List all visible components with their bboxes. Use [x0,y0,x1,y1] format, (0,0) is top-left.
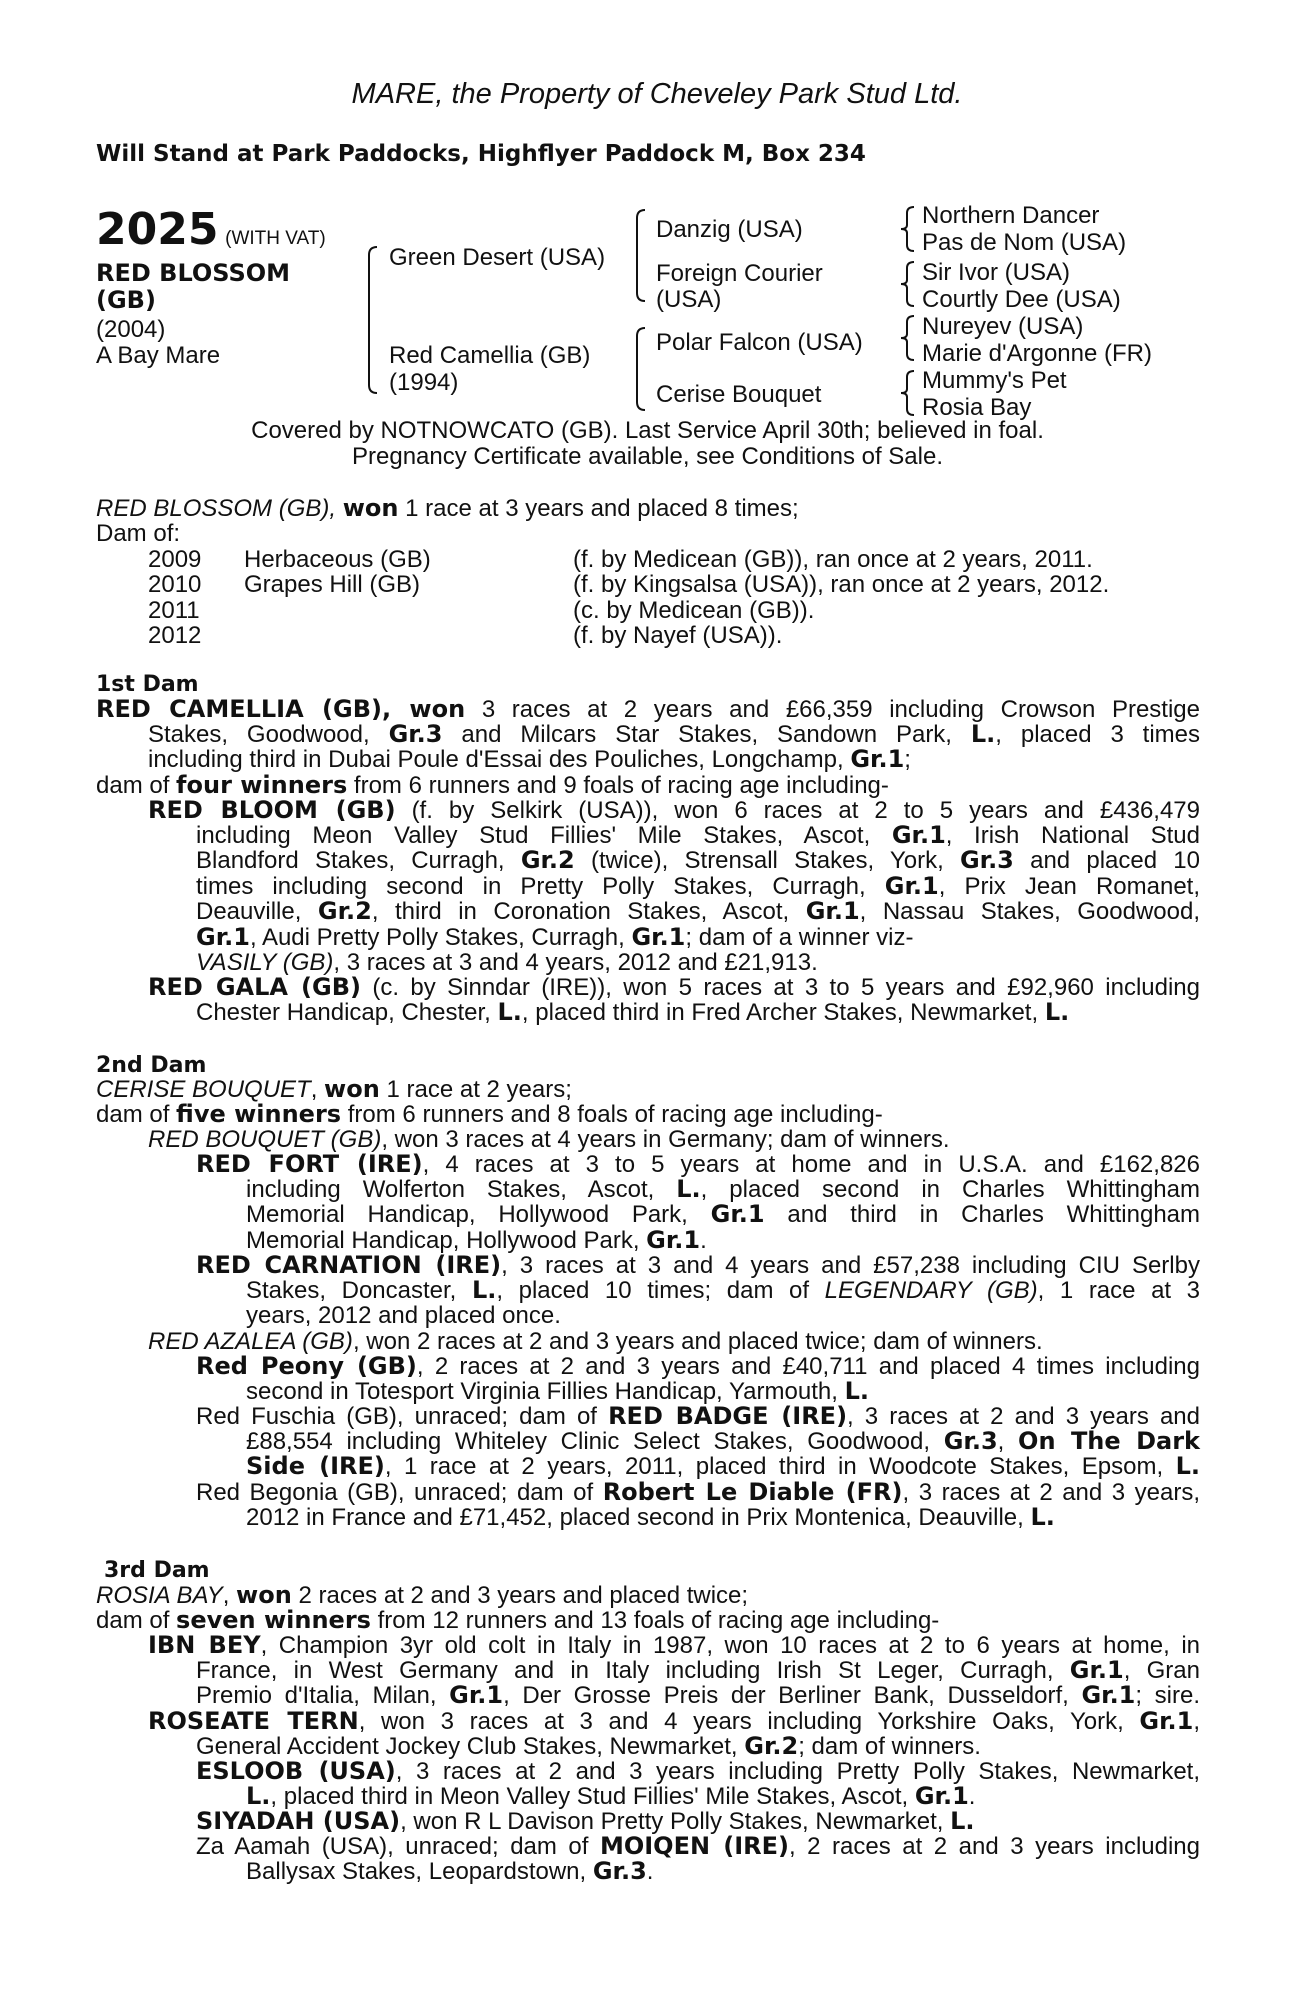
progeny-detail: (f. by Medicean (GB)), ran once at 2 years, 2011. [573,546,1093,573]
text-run: from 12 runners and 13 foals of racing age including- [377,1607,940,1634]
text-run: ; sire. [1135,1682,1201,1710]
text-run: , 2 races at 2 and 3 years including [789,1833,1201,1860]
grade-mark: Gr.1 [891,821,946,849]
red-fort-entry [196,1152,1200,1177]
text-run: Premio d'Italia, Milan, [196,1682,437,1710]
progeny-year: 2011 [148,596,200,624]
text-run: Stakes, Goodwood, [148,721,370,748]
third-dam-record: ROSIA BAY, won 2 races at 2 and 3 years and placed twice; [96,1581,749,1609]
progeny-name: Grapes Hill (GB) [244,571,421,599]
listed-mark: L. [471,1276,497,1304]
lot-vat: (WITH VAT) [225,228,326,249]
progeny-name [244,598,573,623]
bracket-3 [898,314,918,362]
text-line [196,823,1200,848]
siyadah-entry [196,1809,975,1834]
listed-mark: L. [497,998,522,1026]
red-peony-entry [196,1354,1200,1379]
pedigree-ssd: Pas de Nom (USA) [922,229,1127,256]
red-carnation-entry [196,1253,1200,1278]
grade-mark: Gr.1 [805,897,860,926]
winners-count: seven winners [176,1606,371,1634]
text-run: , won 3 races at 3 and 4 years including Yorkshire Oaks, York, [358,1708,1124,1735]
horse-name: Red Peony (GB) [196,1352,417,1380]
bracket-2 [898,260,918,308]
text-line [196,899,1200,924]
horse-name: VASILY (GB) [196,949,334,977]
first-dam-record [96,697,1200,722]
listed-mark: L. [1030,1503,1055,1531]
text-run: 3 races at 2 years and £66,359 including Crowson Prestige [481,696,1200,723]
grade-mark: Gr.3 [388,720,443,748]
winners-count: four winners [176,771,348,799]
pedigree-dam-dam: Cerise Bouquet [656,381,822,408]
text-run: dam of [96,772,170,799]
pedigree-dss: Nureyev (USA) [922,313,1084,340]
third-dam-name: ROSIA BAY [96,1582,223,1609]
text-run: Ballysax Stakes, Leopardstown, [246,1858,587,1885]
pedigree-sss: Northern Dancer [922,202,1100,229]
text-run: Red Fuschia (GB), unraced; dam of [196,1403,597,1430]
horse-name: RED CARNATION (IRE) [196,1251,502,1279]
text-run: , 1 race at 2 years, 2011, placed third in Woodcote Stakes, Epsom, [384,1453,1164,1481]
text-run: ; dam of a winner viz- [685,923,914,951]
pedigree-sire: Green Desert (USA) [389,244,606,271]
text-line: Memorial Handicap, Hollywood Park, Gr.1. [246,1225,707,1254]
text-run: including Wolferton Stakes, Ascot, [246,1176,655,1203]
lot-year-line [96,204,326,255]
text-line [148,798,1200,823]
text-run: £88,554 including Whiteley Clinic Select Stakes, Goodwood, [246,1428,930,1455]
text-run: second in Totesport Virginia Fillies Handicap, Yarmouth, [246,1378,838,1405]
pedigree-dds: Mummy's Pet [922,367,1067,394]
red-fuschia-entry [196,1404,1200,1429]
progeny-year: 2012 [148,622,202,650]
text-run: , placed 3 times [995,721,1201,748]
second-dam-title: 2nd Dam [96,1053,207,1078]
grade-mark: Gr.2 [317,897,372,926]
progeny-name [244,623,573,648]
text-run: 2012 in France and £71,452, placed second in Prix Montenica, Deauville, [246,1504,1024,1531]
grade-mark: Gr.1 [884,871,939,900]
sire-bracket [633,208,653,303]
text-run: times including second in Pretty Polly Stakes, Curragh, [196,872,866,900]
grade-mark: Gr.3 [959,846,1014,875]
text-line [246,1454,1200,1479]
text-run: from 6 runners and 8 foals of racing age including- [347,1101,883,1128]
first-dam-produce [96,773,889,798]
progeny-year: 2009 [148,546,202,573]
text-line [96,697,1200,722]
dam-of-label: Dam of: [96,520,181,547]
text-line [148,1633,1200,1658]
text-run: dam of [96,1101,170,1128]
progeny-name: Herbaceous (GB) [244,546,431,573]
grade-mark: Gr.1 [631,922,686,951]
listed-mark: L. [1175,1452,1200,1481]
horse-name: RED BADGE (IRE) [608,1402,848,1430]
red-fort-entry-cont [246,1177,1200,1253]
pedigree-sds: Sir Ivor (USA) [922,259,1071,286]
progeny-table [148,547,1109,649]
text-run: , placed second in Charles Whittingham [700,1176,1200,1203]
pedigree-table [0,0,1314,460]
text-line [196,922,1200,951]
lot-name: RED BLOSSOM [96,259,291,287]
text-run: , 2 races at 2 and 3 years and £40,711 and placed 4 times including [416,1353,1200,1380]
text-run: from 6 runners and 9 foals of racing age including- [353,772,889,799]
lot-foaled: (2004) [96,316,166,343]
text-run: France, in West Germany and in Italy including Irish St Leger, Curragh, [196,1657,1054,1684]
listed-mark: L. [676,1175,701,1203]
horse-name: Side (IRE) [246,1452,385,1481]
text-run: Deauville, [196,898,302,926]
text-run: Memorial Handicap, Hollywood Park, [246,1226,640,1254]
pedigree-dam: Red Camellia (GB) [389,342,591,369]
listed-mark: L. [1044,998,1070,1026]
first-dam-record-cont [148,722,1200,773]
text-line [196,1683,1200,1708]
red-carnation-entry-cont [246,1278,1200,1329]
text-run: , 3 races at 2 and 3 years including Pretty Polly Stakes, Newmarket, [395,1758,1201,1785]
text-run: ; dam of winners. [798,1733,981,1760]
text-line [196,1658,1200,1683]
text-line [196,871,1201,900]
progeny-row [148,572,1109,597]
text-line [148,747,1200,772]
progeny-detail: (f. by Nayef (USA)). [573,622,783,650]
pedigree-sire-dam: Foreign Courier [656,260,823,287]
text-run: and placed 10 [1030,847,1200,875]
red-peony-entry-cont [246,1379,869,1404]
text-run: , Champion 3yr old colt in Italy in 1987, won 10 races at 2 to 6 years at home, in [260,1632,1201,1659]
text-run: , 1 race at 3 [1037,1277,1201,1304]
text-run: , Gran [1123,1657,1200,1684]
text-run: , won 2 races at 2 and 3 years and placed twice; dam of winners. [352,1328,1043,1355]
red-bloom-entry-cont [196,823,1200,975]
progeny-row [148,623,1109,648]
covered-line-2: Pregnancy Certificate available, see Conditions of Sale. [352,443,943,470]
mare-record [96,496,799,521]
second-dam-name: CERISE BOUQUET [96,1076,311,1103]
progeny-year: 2010 [148,571,202,599]
text-run: ; [904,746,911,774]
horse-name: Robert Le Diable (FR) [602,1478,903,1506]
text-run: Za Aamah (USA), unraced; dam of [196,1833,589,1860]
za-aamah-entry [196,1834,1200,1859]
listed-mark: L. [246,1782,271,1810]
text-run: , third in Coronation Stakes, Ascot, [371,898,790,926]
dam-line-bracket [365,245,385,395]
roseate-tern-entry [148,1709,1200,1734]
progeny-row [148,598,1109,623]
red-gala-entry [148,975,1200,1000]
ibn-bey-entry [148,1633,1200,1658]
text-run: , 3 races at 2 and 3 years and [847,1403,1200,1430]
text-run: (f. by Selkirk (USA)), won 6 races at 2 to 5 years and £436,479 [411,797,1201,824]
text-run: including Meon Valley Stud Fillies' Mile Stakes, Ascot, [196,822,871,849]
text-run: , 3 races at 2 and 3 years, [902,1479,1200,1506]
third-dam-title: 3rd Dam [104,1558,210,1583]
text-line [148,722,1200,747]
listed-mark: L. [844,1377,869,1405]
lot-description: A Bay Mare [96,342,221,369]
text-run: , won 3 races at 4 years in Germany; dam of winners. [381,1126,950,1153]
pedigree-sire-sire: Danzig (USA) [656,216,803,243]
ibn-bey-entry-cont [196,1658,1200,1709]
horse-name: RED GALA (GB) [148,973,361,1001]
red-begonia-entry-cont [246,1505,1055,1530]
text-run: , 3 races at 3 and 4 years and £57,238 including CIU Serlby [501,1252,1200,1279]
horse-name: IBN BEY [148,1631,261,1659]
page-heading: MARE, the Property of Cheveley Park Stud Ltd. [351,78,963,110]
dam-bracket [633,326,653,412]
covered-line-1: Covered by NOTNOWCATO (GB). Last Service April 30th; believed in foal. [251,417,1044,444]
text-run: , Irish National Stud [945,822,1201,849]
text-line [246,1278,1200,1303]
second-dam-produce [96,1102,883,1127]
text-run: and third in Charles Whittingham [787,1201,1201,1229]
grade-mark: Gr.2 [520,846,575,875]
esloob-entry [196,1759,1200,1784]
red-gala-entry-cont [196,1000,1069,1025]
mare-name: RED BLOSSOM (GB), [96,495,337,522]
pedigree-ddd: Rosia Bay [922,394,1032,421]
text-run: Stakes, Doncaster, [246,1277,457,1304]
progeny-detail: (c. by Medicean (GB)). [573,596,815,624]
pedigree-dsd: Marie d'Argonne (FR) [922,340,1152,367]
text-run: dam of [96,1607,170,1634]
first-dam-title: 1st Dam [96,672,199,697]
grade-mark: Gr.1 [196,922,250,951]
text-run: , Prix Jean Romanet, [938,872,1201,900]
third-dam-produce [96,1608,939,1633]
grade-mark: Gr.3 [592,1857,647,1885]
text-run: Memorial Handicap, Hollywood Park, [246,1201,688,1229]
text-run: General Accident Jockey Club Stakes, Newmarket, [196,1733,738,1760]
text-run: (twice), Strensall Stakes, York, [590,847,944,875]
mare-record-text: 1 race at 3 years and placed 8 times; [405,495,799,522]
red-bloom-entry [148,798,1200,823]
esloob-entry-cont: L., placed third in Meon Valley Stud Fillies' Mile Stakes, Ascot, Gr.1. [246,1782,976,1810]
grade-mark: Gr.1 [646,1225,701,1254]
grade-mark: Gr.1 [1139,1707,1194,1735]
progeny-row [148,547,1109,572]
horse-name: RED BLOOM (GB) [148,796,396,824]
text-line [196,848,1200,873]
text-run: , 4 races at 3 to 5 years at home and in U.S.A. and £162,826 [422,1151,1200,1178]
text-line [196,1759,1200,1784]
text-line [196,1253,1200,1278]
pedigree-sdd: Courtly Dee (USA) [922,286,1121,313]
text-line [196,1480,1200,1505]
listed-mark: L. [950,1807,975,1835]
text-line: years, 2012 and placed once. [246,1302,561,1330]
text-line [196,1354,1200,1379]
text-run: Chester Handicap, Chester, [196,999,491,1026]
text-line [196,1404,1200,1429]
text-run: , Der Grosse Preis der Berliner Bank, Dusseldorf, [503,1682,1069,1710]
listed-mark: L. [970,720,996,748]
red-fuschia-entry-cont [246,1429,1200,1480]
horse-name: RED FORT (IRE) [196,1150,423,1178]
won-label: won [236,1581,292,1609]
za-aamah-entry-cont: Ballysax Stakes, Leopardstown, Gr.3. [246,1857,654,1885]
text-run: , placed 10 times; dam of [496,1277,810,1304]
won-label: won [342,494,399,522]
text-run: , placed third in Fred Archer Stakes, Newmarket, [521,999,1039,1026]
grade-mark: Gr.3 [943,1427,998,1455]
text-run: , Nassau Stakes, Goodwood, [859,898,1201,926]
horse-name: RED BOUQUET (GB) [148,1126,382,1153]
second-dam-record: CERISE BOUQUET, won 1 race at 2 years; [96,1075,572,1103]
text-run: , 3 races at 3 and 4 years, 2012 and £21,913. [333,949,818,977]
text-run: and Milcars Star Stakes, Sandown Park, [461,721,952,748]
red-bouquet-entry [148,1127,950,1152]
bracket-4 [898,369,918,417]
text-run: (c. by Sinndar (IRE)), won 5 races at 3 to 5 years and £92,960 including [372,974,1200,1001]
text-run: , placed third in Meon Valley Stud Fillies' Mile Stakes, Ascot, [270,1783,909,1810]
covered-note [0,418,1295,470]
pedigree-dam-year: (1994) [389,369,459,396]
text-run: Blandford Stakes, Curragh, [196,847,505,875]
grade-mark: Gr.2 [744,1732,799,1760]
won-label: won [324,1075,380,1103]
text-run: , won R L Davison Pretty Polly Stakes, Newmarket, [400,1808,944,1835]
progeny-detail: (f. by Kingsalsa (USA)), ran once at 2 years, 2012. [573,571,1110,599]
pedigree-dam-sire: Polar Falcon (USA) [656,329,863,356]
horse-name: SIYADAH (USA) [196,1807,401,1835]
text-run: 1 race at 2 years; [386,1076,572,1103]
text-run: , Audi Pretty Polly Stakes, Curragh, [249,923,625,951]
bracket-1 [898,205,918,253]
lot-year: 2025 [96,204,219,255]
roseate-tern-entry-cont [196,1734,981,1759]
grade-mark: Gr.1 [1081,1681,1136,1710]
horse-name: ROSEATE TERN [148,1707,359,1735]
stand-location: Will Stand at Park Paddocks, Highflyer Paddock M, Box 234 [96,141,866,167]
text-line [246,1202,1200,1227]
text-line [148,975,1200,1000]
winners-count: five winners [176,1100,342,1128]
first-dam-name: RED CAMELLIA (GB), won [96,695,466,723]
text-line: £88,554 including Whiteley Clinic Select Stakes, Goodwood, Gr.3, On The Dark [246,1427,1200,1455]
pedigree-sire-dam-suffix: (USA) [656,286,722,313]
horse-name: RED AZALEA (GB) [148,1328,353,1355]
text-run: Red Begonia (GB), unraced; dam of [196,1479,594,1506]
horse-name: LEGENDARY (GB) [824,1277,1038,1304]
horse-name: On The Dark [1018,1427,1200,1455]
text-run: including third in Dubai Poule d'Essai des Pouliches, Longchamp, [148,746,844,774]
grade-mark: Gr.1 [449,1681,504,1710]
horse-name: MOIQEN (IRE) [599,1832,789,1860]
red-begonia-entry [196,1480,1200,1505]
lot-name-suffix: (GB) [96,286,156,314]
text-line [246,1177,1200,1202]
text-line [196,1834,1200,1859]
grade-mark: Gr.1 [1069,1656,1124,1684]
text-line [196,1152,1200,1177]
text-line [196,950,1200,975]
horse-name: ESLOOB (USA) [196,1757,396,1785]
grade-mark: Gr.1 [914,1782,969,1810]
text-run: 2 races at 2 and 3 years and placed twice; [298,1582,749,1609]
red-azalea-entry [148,1329,1043,1354]
grade-mark: Gr.1 [710,1200,765,1229]
text-line: ROSEATE TERN, won 3 races at 3 and 4 years including Yorkshire Oaks, York, Gr.1, [148,1707,1201,1735]
grade-mark: Gr.1 [850,745,905,774]
